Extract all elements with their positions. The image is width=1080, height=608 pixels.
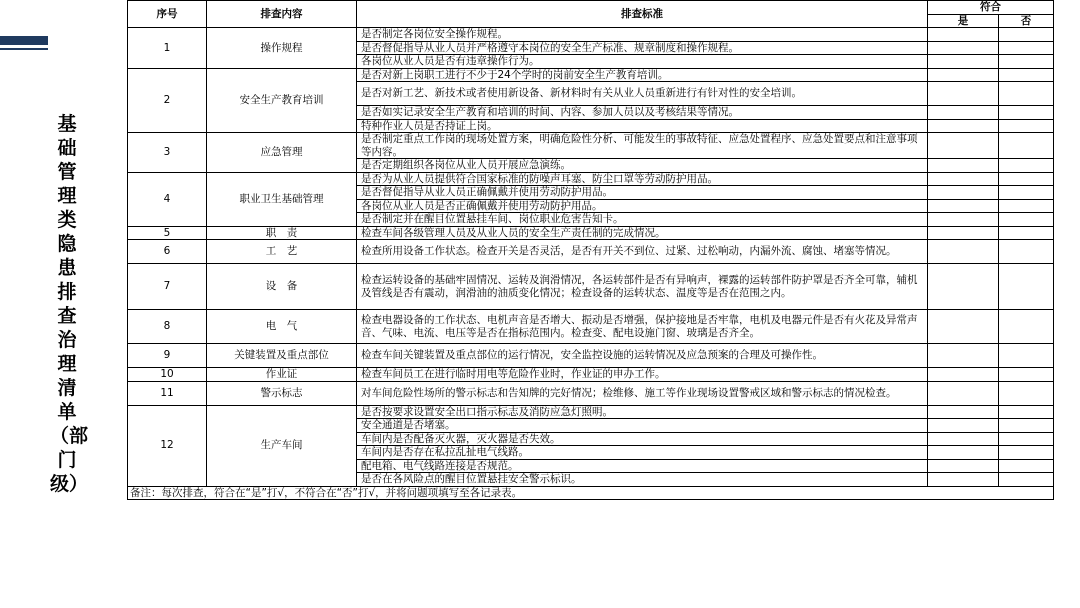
check-standard: 是否按要求设置安全出口指示标志及消防应急灯照明。 <box>357 405 928 419</box>
conform-no-cell[interactable] <box>999 55 1054 69</box>
conform-yes-cell[interactable] <box>928 432 999 446</box>
check-standard: 是否对新上岗职工进行不少于24个学时的岗前安全生产教育培训。 <box>357 68 928 82</box>
check-content: 电 气 <box>207 310 357 344</box>
check-standard: 是否督促指导从业人员并严格遵守本岗位的安全生产标准、规章制度和操作规程。 <box>357 41 928 55</box>
conform-no-cell[interactable] <box>999 405 1054 419</box>
row-number: 1 <box>128 28 207 69</box>
conform-no-cell[interactable] <box>999 310 1054 344</box>
header-no-col: 否 <box>999 14 1054 28</box>
conform-no-cell[interactable] <box>999 368 1054 382</box>
conform-no-cell[interactable] <box>999 133 1054 159</box>
conform-yes-cell[interactable] <box>928 41 999 55</box>
conform-no-cell[interactable] <box>999 264 1054 310</box>
row-number: 2 <box>128 68 207 133</box>
row-number: 11 <box>128 381 207 405</box>
table-row <box>128 28 1054 42</box>
row-number: 8 <box>128 310 207 344</box>
check-standard: 是否制定并在醒目位置悬挂车间、岗位职业危害告知卡。 <box>357 213 928 227</box>
conform-yes-cell[interactable] <box>928 199 999 213</box>
conform-yes-cell[interactable] <box>928 28 999 42</box>
conform-no-cell[interactable] <box>999 446 1054 460</box>
conform-yes-cell[interactable] <box>928 226 999 240</box>
check-standard: 是否定期组织各岗位从业人员开展应急演练。 <box>357 159 928 173</box>
check-standard: 各岗位从业人员是否正确佩戴并使用劳动防护用品。 <box>357 199 928 213</box>
check-standard: 安全通道是否堵塞。 <box>357 419 928 433</box>
table-row <box>128 310 1054 344</box>
conform-yes-cell[interactable] <box>928 82 999 106</box>
conform-yes-cell[interactable] <box>928 68 999 82</box>
conform-yes-cell[interactable] <box>928 446 999 460</box>
check-content: 职 责 <box>207 226 357 240</box>
table-row <box>128 240 1054 264</box>
table-row <box>128 344 1054 368</box>
conform-yes-cell[interactable] <box>928 186 999 200</box>
table-row <box>128 226 1054 240</box>
check-standard: 检查车间关键装置及重点部位的运行情况，安全监控设施的运转情况及应急预案的合理及可操作性。 <box>357 344 928 368</box>
check-standard: 是否如实记录安全生产教育和培训的时间、内容、参加人员以及考核结果等情况。 <box>357 106 928 120</box>
conform-no-cell[interactable] <box>999 82 1054 106</box>
conform-yes-cell[interactable] <box>928 264 999 310</box>
table-row <box>128 405 1054 419</box>
header-yes: 是 <box>928 14 999 28</box>
conform-no-cell[interactable] <box>999 213 1054 227</box>
conform-no-cell[interactable] <box>999 68 1054 82</box>
row-number: 3 <box>128 133 207 173</box>
header-content: 排查内容 <box>207 1 357 28</box>
conform-no-cell[interactable] <box>999 226 1054 240</box>
check-standard: 检查所用设备工作状态。检查开关是否灵活，是否有开关不到位、过紧、过松响动，内漏外流、腐蚀、堵塞等情况。 <box>357 240 928 264</box>
row-number: 6 <box>128 240 207 264</box>
accent-bar <box>0 36 48 45</box>
check-standard: 是否对新工艺、新技术或者使用新设备、新材料时有关从业人员重新进行有针对性的安全培训。 <box>357 82 928 106</box>
conform-yes-cell[interactable] <box>928 459 999 473</box>
check-content: 工 艺 <box>207 240 357 264</box>
check-content: 设 备 <box>207 264 357 310</box>
check-standard: 检查运转设备的基础牢固情况、运转及润滑情况，各运转部件是否有异响声，裸露的运转部件防护罩是否齐全可靠，辅机及管线是否有震动，润滑油的油质变化情况；检查设备的运转状态、温度等是否在范围之内。 <box>357 264 928 310</box>
conform-no-cell[interactable] <box>999 106 1054 120</box>
check-content: 职业卫生基础管理 <box>207 172 357 226</box>
check-standard: 各岗位从业人员是否有违章操作行为。 <box>357 55 928 69</box>
check-content: 关键装置及重点部位 <box>207 344 357 368</box>
check-standard: 配电箱、电气线路连接是否规范。 <box>357 459 928 473</box>
conform-no-cell[interactable] <box>999 240 1054 264</box>
conform-yes-cell[interactable] <box>928 368 999 382</box>
check-standard: 是否制定重点工作岗的现场处置方案，明确危险性分析、可能发生的事故特征、应急处置程序、应急处置要点和注意事项等内容。 <box>357 133 928 159</box>
conform-no-cell[interactable] <box>999 172 1054 186</box>
conform-yes-cell[interactable] <box>928 381 999 405</box>
row-number: 10 <box>128 368 207 382</box>
check-standard: 车间内是否配备灭火器，灭火器是否失效。 <box>357 432 928 446</box>
conform-yes-cell[interactable] <box>928 473 999 487</box>
conform-no-cell[interactable] <box>999 186 1054 200</box>
conform-no-cell[interactable] <box>999 159 1054 173</box>
accent-line <box>0 48 48 50</box>
conform-yes-cell[interactable] <box>928 172 999 186</box>
checklist-body <box>128 28 1054 487</box>
conform-yes-cell[interactable] <box>928 240 999 264</box>
side-title: 基础管理类隐患排查治理清单（部门级） <box>50 113 89 495</box>
header-standard: 排查标准 <box>357 1 928 28</box>
check-standard: 检查电器设备的工作状态、电机声音是否增大、振动是否增强，保护接地是否牢靠，电机及电器元件是否有火花及异常声音、气味、电流、电压等是否在指标范围内。检查变、配电设施门窗、玻璃是否齐全。 <box>357 310 928 344</box>
check-content: 操作规程 <box>207 28 357 69</box>
row-number: 4 <box>128 172 207 226</box>
check-standard: 对车间危险性场所的警示标志和告知牌的完好情况；检维修、施工等作业现场设置警戒区域和警示标志的情况检查。 <box>357 381 928 405</box>
check-standard: 是否督促指导从业人员正确佩戴并使用劳动防护用品。 <box>357 186 928 200</box>
check-content: 应急管理 <box>207 133 357 173</box>
conform-no-cell[interactable] <box>999 459 1054 473</box>
check-standard: 检查车间员工在进行临时用电等危险作业时，作业证的申办工作。 <box>357 368 928 382</box>
check-content: 警示标志 <box>207 381 357 405</box>
header-no: 序号 <box>128 1 207 28</box>
table-row <box>128 381 1054 405</box>
check-standard: 检查车间各级管理人员及从业人员的安全生产责任制的完成情况。 <box>357 226 928 240</box>
row-number: 7 <box>128 264 207 310</box>
check-content: 安全生产教育培训 <box>207 68 357 133</box>
conform-no-cell[interactable] <box>999 199 1054 213</box>
table-note: 备注：每次排查，符合在“是”打√，不符合在“否”打√，并将问题项填写至各记录表。 <box>128 486 1054 500</box>
check-standard: 是否在各风险点的醒目位置悬挂安全警示标识。 <box>357 473 928 487</box>
conform-yes-cell[interactable] <box>928 344 999 368</box>
table-row <box>128 172 1054 186</box>
conform-no-cell[interactable] <box>999 41 1054 55</box>
checklist-sheet <box>127 0 1053 597</box>
check-content: 生产车间 <box>207 405 357 486</box>
conform-yes-cell[interactable] <box>928 119 999 133</box>
check-content: 作业证 <box>207 368 357 382</box>
conform-no-cell[interactable] <box>999 419 1054 433</box>
conform-no-cell[interactable] <box>999 432 1054 446</box>
conform-yes-cell[interactable] <box>928 419 999 433</box>
conform-yes-cell[interactable] <box>928 106 999 120</box>
table-row <box>128 133 1054 159</box>
conform-no-cell[interactable] <box>999 473 1054 487</box>
conform-yes-cell[interactable] <box>928 213 999 227</box>
conform-no-cell[interactable] <box>999 344 1054 368</box>
checklist-table <box>127 0 1054 500</box>
conform-no-cell[interactable] <box>999 28 1054 42</box>
table-row <box>128 68 1054 82</box>
check-standard: 车间内是否存在私拉乱扯电气线路。 <box>357 446 928 460</box>
conform-yes-cell[interactable] <box>928 55 999 69</box>
row-number: 5 <box>128 226 207 240</box>
conform-no-cell[interactable] <box>999 119 1054 133</box>
check-standard: 是否制定各岗位安全操作规程。 <box>357 28 928 42</box>
table-row <box>128 264 1054 310</box>
conform-yes-cell[interactable] <box>928 405 999 419</box>
check-standard: 特种作业人员是否持证上岗。 <box>357 119 928 133</box>
conform-yes-cell[interactable] <box>928 310 999 344</box>
conform-yes-cell[interactable] <box>928 133 999 159</box>
row-number: 12 <box>128 405 207 486</box>
row-number: 9 <box>128 344 207 368</box>
conform-yes-cell[interactable] <box>928 159 999 173</box>
table-row <box>128 368 1054 382</box>
check-standard: 是否为从业人员提供符合国家标准的防噪声耳塞、防尘口罩等劳动防护用品。 <box>357 172 928 186</box>
header-conform: 符合 <box>928 1 1054 15</box>
conform-no-cell[interactable] <box>999 381 1054 405</box>
